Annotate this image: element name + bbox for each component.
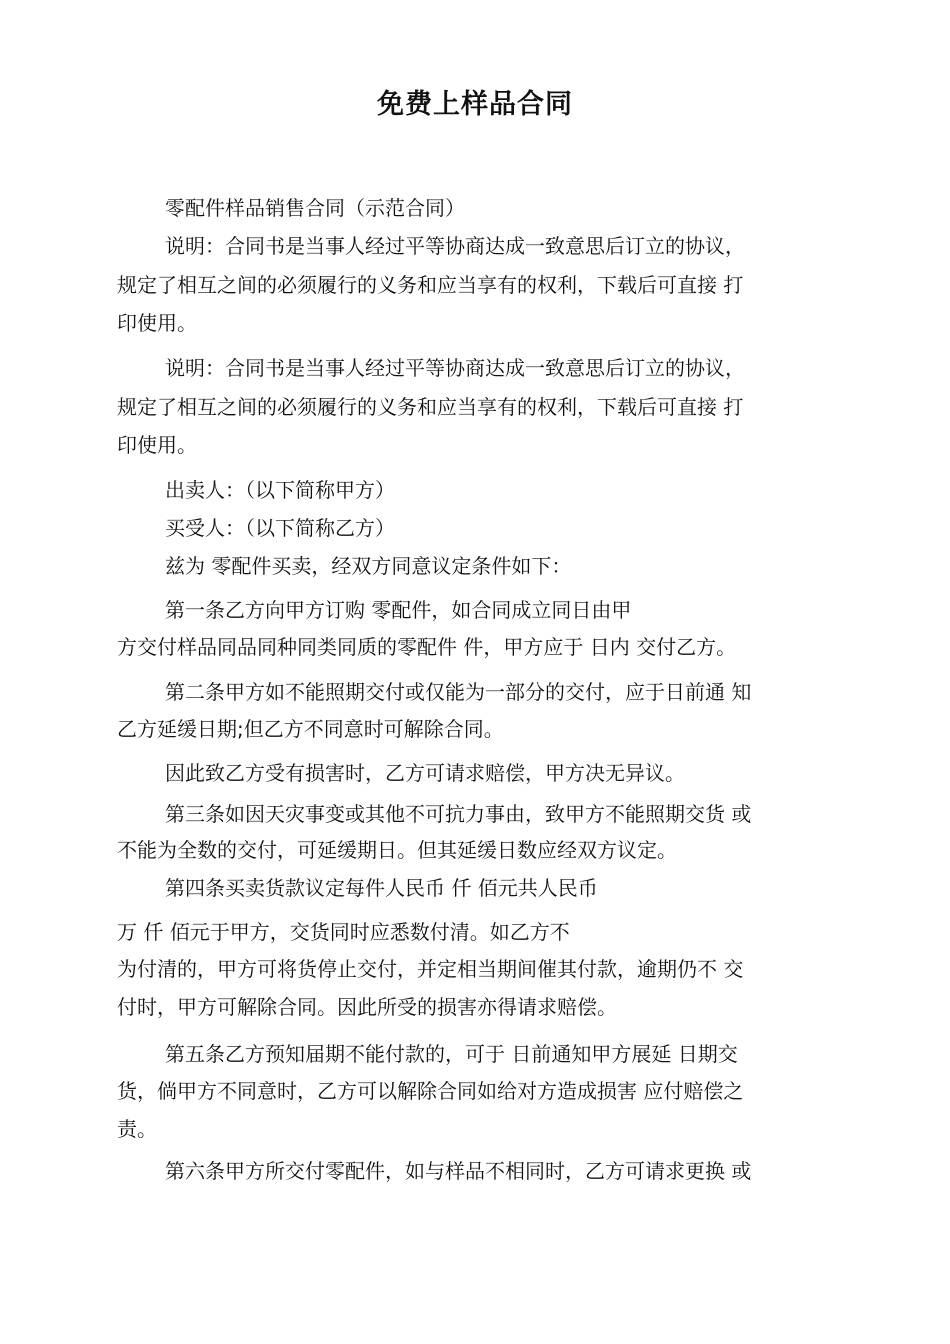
- document-title: 免费上样品合同: [377, 89, 573, 120]
- clause-4-line: 为付清的，甲方可将货停止交付，并定相当期间催其付款，逾期仍不 交: [117, 957, 744, 981]
- clause-4-line: 万 仟 佰元于甲方，交货同时应悉数付清。如乙方不: [117, 920, 570, 944]
- preamble-line: 兹为 零配件买卖，经双方同意议定条件如下：: [165, 554, 572, 578]
- paragraph-line: 印使用。: [117, 433, 197, 457]
- clause-5-line: 货，倘甲方不同意时，乙方可以解除合同如给对方造成损害 应付赔偿之: [117, 1079, 744, 1103]
- clause-4-line: 第四条买卖货款议定每件人民币 仟 佰元共人民币: [165, 876, 598, 900]
- clause-4-line: 付时，甲方可解除合同。因此所受的损害亦得请求赔偿。: [117, 995, 617, 1019]
- paragraph-line: 说明：合同书是当事人经过平等协商达成一致意思后订立的协议，: [165, 356, 745, 380]
- clause-6-line: 第六条甲方所交付零配件，如与样品不相同时，乙方可请求更换 或: [165, 1159, 752, 1183]
- damages-line: 因此致乙方受有损害时，乙方可请求赔偿，甲方决无异议。: [165, 761, 685, 785]
- paragraph-line: 说明：合同书是当事人经过平等协商达成一致意思后订立的协议，: [165, 234, 745, 258]
- paragraph-line: 规定了相互之间的必须履行的义务和应当享有的权利，下载后可直接 打: [117, 273, 744, 297]
- clause-2-line: 第二条甲方如不能照期交付或仅能为一部分的交付，应于日前通 知: [165, 680, 752, 704]
- clause-3-line: 第三条如因天灾事变或其他不可抗力事由，致甲方不能照期交货 或: [165, 802, 752, 826]
- clause-5-line: 第五条乙方预知届期不能付款的，可于 日前通知甲方展延 日期交: [165, 1042, 738, 1066]
- clause-1-line: 方交付样品同品同种同类同质的零配件 件，甲方应于 日内 交付乙方。: [117, 635, 737, 659]
- clause-2-line: 乙方延缓日期;但乙方不同意时可解除合同。: [117, 717, 504, 741]
- clause-3-line: 不能为全数的交付，可延缓期日。但其延缓日数应经双方议定。: [117, 838, 677, 862]
- clause-5-line: 责。: [117, 1117, 157, 1141]
- subtitle-line: 零配件样品销售合同（示范合同）: [165, 196, 465, 220]
- clause-1-line: 第一条乙方向甲方订购 零配件，如合同成立同日由甲: [165, 598, 632, 622]
- seller-line: 出卖人：（以下简称甲方）: [165, 478, 395, 502]
- buyer-line: 买受人：（以下简称乙方）: [165, 516, 395, 540]
- paragraph-line: 印使用。: [117, 311, 197, 335]
- paragraph-line: 规定了相互之间的必须履行的义务和应当享有的权利，下载后可直接 打: [117, 395, 744, 419]
